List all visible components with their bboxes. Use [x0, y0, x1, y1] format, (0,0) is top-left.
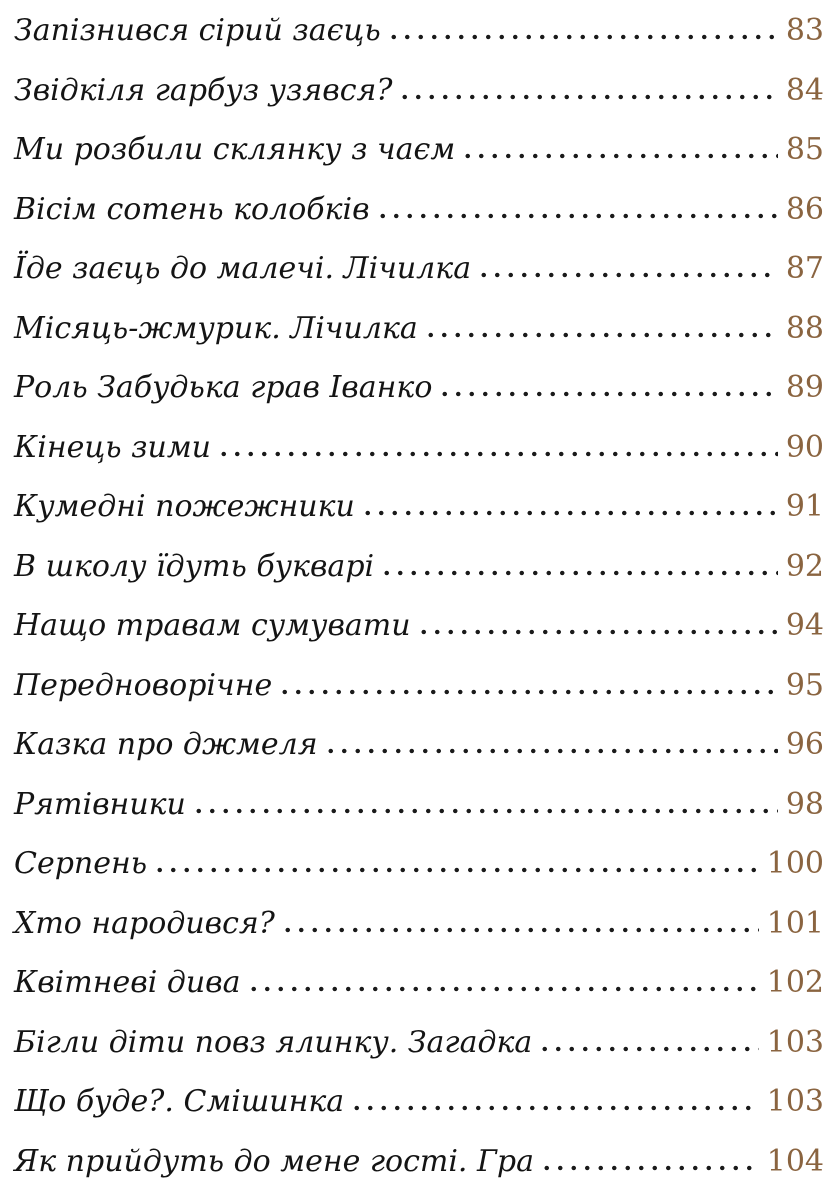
toc-entry[interactable]	[14, 465, 824, 525]
toc-entry[interactable]	[14, 822, 824, 882]
toc-entry-title: Казка про джмеля	[14, 727, 318, 762]
toc-entry-page: 96	[785, 727, 824, 762]
toc-entry-title: Квітневі дива	[14, 965, 241, 1000]
toc-dot-leader	[477, 272, 778, 278]
toc-entry-title: Звідкіля гарбуз узявся?	[14, 72, 393, 108]
toc-entry-title: Як прийдуть до мене гості. Гра	[14, 1143, 534, 1179]
toc-entry[interactable]	[14, 1119, 824, 1179]
toc-entry-page: 92	[785, 548, 824, 584]
toc-dot-leader	[376, 213, 778, 219]
toc-dot-leader	[247, 986, 759, 992]
toc-entry-title: Хто народився?	[14, 905, 275, 941]
toc-entry-title: Що буде?. Смішинка	[14, 1084, 345, 1119]
toc-dot-leader	[387, 34, 778, 40]
toc-entry[interactable]	[14, 1000, 824, 1060]
toc-dot-leader	[278, 689, 778, 695]
toc-entry-page: 104	[766, 1143, 824, 1179]
toc-entry-page: 91	[785, 489, 824, 524]
toc-dot-leader	[380, 570, 778, 576]
toc-entry-page: 87	[785, 251, 824, 286]
toc-entry-page: 101	[766, 905, 824, 941]
toc-entry-page: 103	[766, 1084, 824, 1119]
toc-entry-title: Бігли діти повз ялинку. Загадка	[14, 1024, 533, 1060]
toc-dot-leader	[438, 391, 777, 397]
toc-entry-title: В школу їдуть букварі	[14, 548, 375, 584]
toc-entry-title: Їде заєць до малечі. Лічилка	[14, 251, 472, 286]
toc-dot-leader	[417, 629, 778, 635]
toc-entry-title: Місяць-жмурик. Лічилка	[14, 310, 418, 346]
toc-entry[interactable]	[14, 48, 824, 108]
toc-dot-leader	[324, 748, 778, 754]
toc-entry[interactable]	[14, 881, 824, 941]
toc-dot-leader	[281, 927, 759, 933]
toc-dot-leader	[192, 808, 778, 814]
toc-dot-leader	[398, 94, 777, 100]
toc-entry[interactable]	[14, 167, 824, 227]
toc-entry-title: Серпень	[14, 846, 148, 881]
toc-entry-title: Кумедні пожежники	[14, 489, 355, 524]
toc-entry-title: Вісім сотень колобків	[14, 191, 370, 227]
toc-entry-page: 84	[785, 72, 824, 108]
toc-entry-page: 83	[785, 13, 824, 48]
toc-entry[interactable]	[14, 941, 824, 1001]
toc-entry-page: 86	[785, 191, 824, 227]
toc-entry-title: Кінець зими	[14, 429, 212, 465]
toc-dot-leader	[217, 451, 778, 457]
toc-entry-title: Передноворічне	[14, 667, 273, 703]
toc-dot-leader	[540, 1165, 759, 1171]
toc-entry-page: 100	[766, 846, 824, 881]
toc-dot-leader	[424, 332, 778, 338]
toc-entry[interactable]	[14, 405, 824, 465]
toc-dot-leader	[361, 510, 778, 516]
toc-dot-leader	[153, 867, 759, 873]
toc-entry[interactable]	[14, 1060, 824, 1120]
toc-entry-page: 94	[785, 608, 824, 643]
toc-entry-title: Ми розбили склянку з чаєм	[14, 132, 456, 167]
toc-entry[interactable]	[14, 703, 824, 763]
toc-entry-page: 103	[766, 1024, 824, 1060]
toc-entry[interactable]	[14, 643, 824, 703]
toc-entry[interactable]	[14, 762, 824, 822]
toc-entry-title: Нащо травам сумувати	[14, 608, 411, 643]
toc-dot-leader	[350, 1105, 759, 1111]
toc-entry-title: Рятівники	[14, 786, 186, 822]
toc-entry-title: Запізнився сірий заєць	[14, 13, 381, 48]
toc-entry[interactable]	[14, 108, 824, 168]
toc-entry[interactable]	[14, 524, 824, 584]
toc-entry-page: 88	[785, 310, 824, 346]
toc-entry-page: 102	[766, 965, 824, 1000]
toc-entry-page: 90	[785, 429, 824, 465]
toc-entry[interactable]	[14, 286, 824, 346]
toc-entry[interactable]	[14, 227, 824, 287]
table-of-contents	[14, 0, 824, 1179]
toc-entry-page: 85	[785, 132, 824, 167]
toc-dot-leader	[538, 1046, 758, 1052]
toc-entry[interactable]	[14, 584, 824, 644]
toc-entry-page: 98	[785, 786, 824, 822]
toc-entry[interactable]	[14, 346, 824, 406]
toc-entry-page: 95	[785, 667, 824, 703]
toc-entry-title: Роль Забудька грав Іванко	[14, 370, 433, 405]
toc-entry[interactable]	[14, 0, 824, 48]
toc-entry-page: 89	[785, 370, 824, 405]
toc-dot-leader	[461, 153, 778, 159]
